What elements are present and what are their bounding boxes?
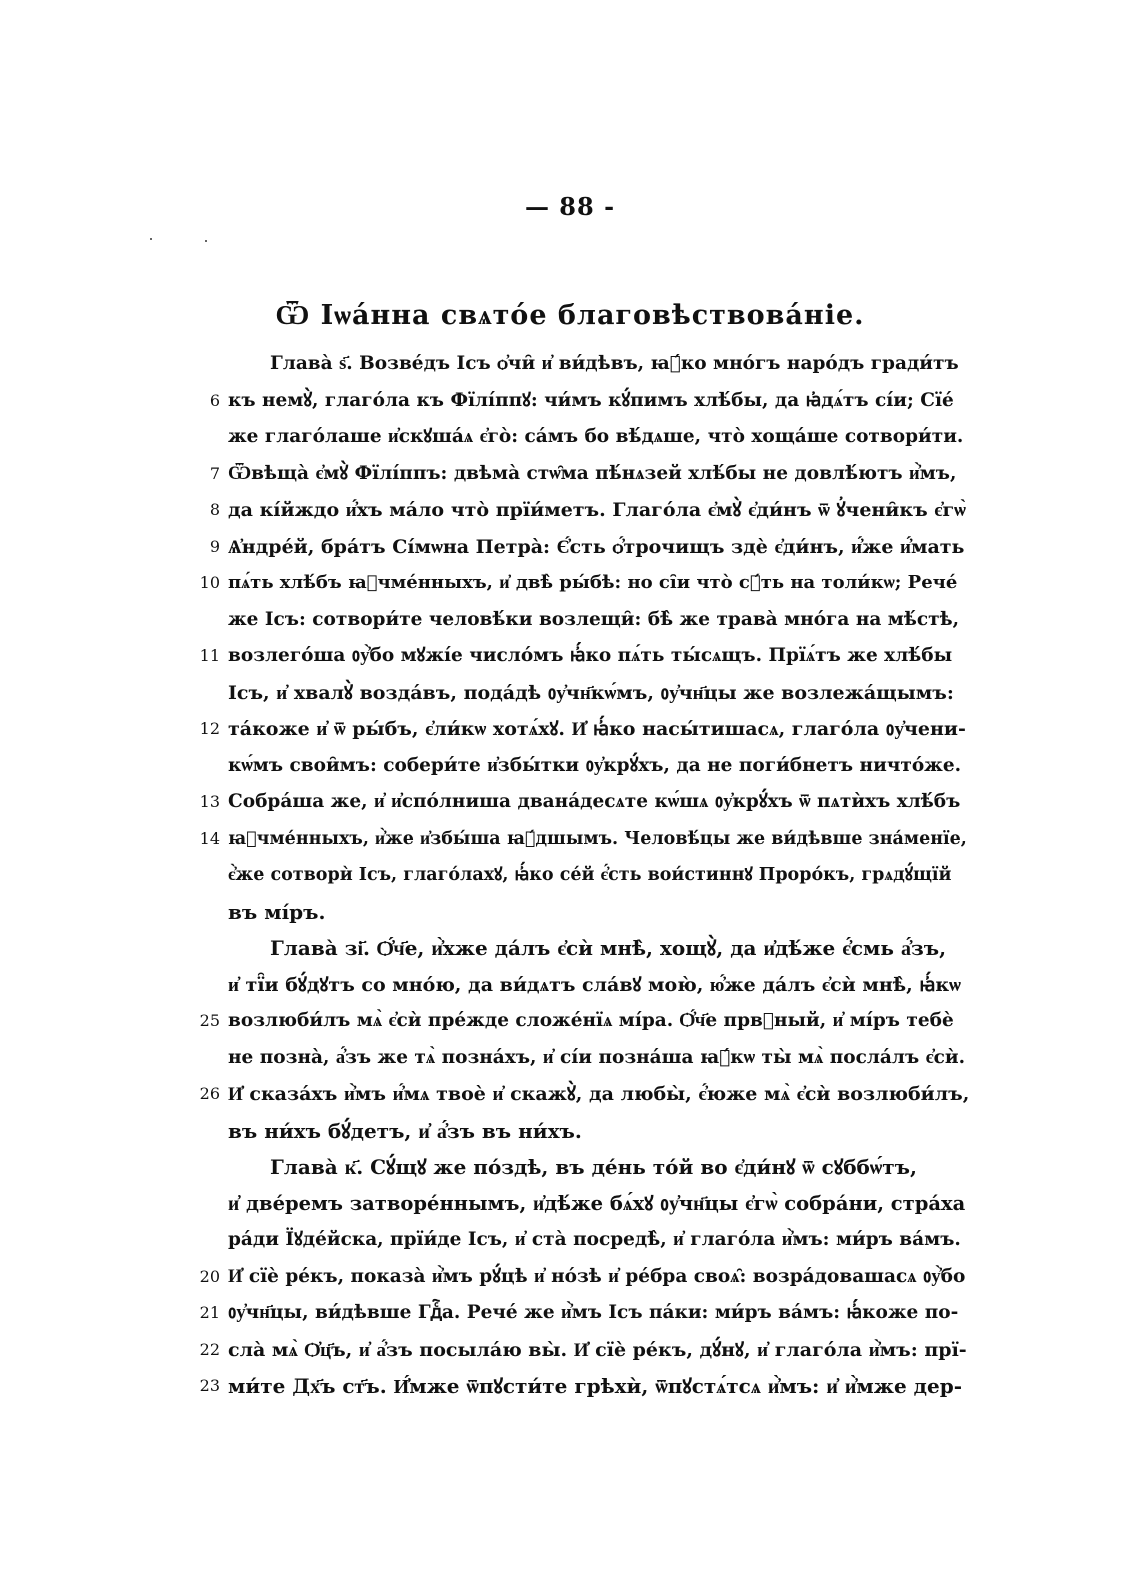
line-text: кѡ́мъ свои̑мъ: собери́те и҆збы́тки ᲂу҆крꙋ́хъ, да не поги́бнетъ ничто́же. bbox=[228, 754, 962, 776]
line-text: И҆ сїѐ ре́къ, показа̀ и҆̀мъ рꙋ́цѣ и҆ но́зѣ и҆ ре́бра своѧ̑: возра́довашасѧ ᲂу҆̀бо bbox=[228, 1265, 966, 1287]
line-text: не позна̀, а҆́зъ же тѧ̀ позна́хъ, и҆ сі́и позна́ша ꙗ҆́кѡ ты̀ мѧ̀ посла́лъ є҆сѝ. bbox=[228, 1046, 966, 1068]
verse-number: 23 bbox=[199, 1376, 220, 1395]
text-line bbox=[190, 419, 970, 456]
page-number: — 88 - bbox=[524, 192, 616, 221]
line-text: Ісъ, и҆ хвалꙋ̀ возда́въ, пода́дѣ ᲂу҆чн҃кѡ́мъ, ᲂу҆чн҃цы же возлежа́щымъ: bbox=[228, 681, 954, 704]
line-text: и҆ тї̑и бꙋ́дꙋтъ со мно́ю, да ви́дѧтъ сла́вꙋ мою̀, ю҆́же да́лъ є҆сѝ мнѣ̀, ꙗ҆́кѡ bbox=[228, 973, 961, 996]
text-line bbox=[190, 492, 970, 529]
line-text: и҆ две́ремъ затворе́ннымъ, и҆дѣ́же бѧ́хꙋ ᲂу҆чн҃цы є҆гѡ̀ собра́ни, стра́ха bbox=[228, 1191, 966, 1215]
text-line bbox=[190, 529, 970, 566]
text-line bbox=[190, 456, 970, 493]
text-line bbox=[190, 784, 970, 821]
text-line bbox=[190, 930, 970, 967]
text-line bbox=[190, 748, 970, 785]
verse-number: 12 bbox=[199, 719, 220, 738]
line-text: Ѿвѣща̀ є҆мꙋ̀ Фїлі́ппъ: двѣма̀ стѡ̑ма пѣ́нѧзей хлѣ́бы не довлѣ́ютъ и҆̀мъ, bbox=[228, 462, 957, 484]
verse-number: 6 bbox=[209, 390, 220, 410]
text-line bbox=[190, 602, 970, 639]
text-line bbox=[190, 1040, 970, 1077]
text-line bbox=[190, 967, 970, 1004]
verse-number: 7 bbox=[209, 463, 220, 483]
text-line bbox=[190, 711, 970, 748]
line-text: да кі́йждо и҆́хъ ма́ло что̀ прїи́метъ. Глаго́ла є҆мꙋ̀ є҆ди́нъ ѿ ꙋ҆чени̑къ є҆гѡ̀ bbox=[228, 499, 966, 521]
text-line bbox=[190, 1259, 970, 1296]
line-text: ᲂу҆чн҃цы, ви́дѣвше Гдⷭ҇а. Рече́ же и҆̀мъ Ісъ па́ки: ми́ръ ва́мъ: ꙗ҆́коже по- bbox=[228, 1302, 959, 1323]
text-line bbox=[190, 821, 970, 858]
verse-text-block bbox=[190, 346, 970, 1405]
text-line bbox=[190, 1222, 970, 1259]
line-text: возлего́ша ᲂу҆̀бо мꙋжі́е число́мъ ꙗ҆́ко пѧ́ть ты́сѧщъ. Прїѧ́тъ же хлѣ́бы bbox=[228, 645, 953, 666]
verse-number: 11 bbox=[199, 646, 220, 665]
text-line bbox=[190, 1295, 970, 1332]
text-line bbox=[190, 1186, 970, 1223]
line-text: въ ни́хъ бꙋ́детъ, и҆ а҆́зъ въ ни́хъ. bbox=[228, 1118, 582, 1143]
line-text: Глава̀ ѕ҃. Возве́дъ Ісъ ѻ҆чи̑ и҆ ви́дѣвъ, ꙗ҆́ко мно́гъ наро́дъ гради́тъ bbox=[270, 353, 959, 374]
text-line bbox=[190, 857, 970, 894]
line-text: возлюби́лъ мѧ̀ є҆сѝ пре́жде сложе́нїѧ мі́ра. Ѻ҆́ч҃е првⷣный, и҆ мі́ръ тебѐ bbox=[228, 1010, 954, 1031]
verse-number: 10 bbox=[199, 573, 220, 592]
line-text: ра́ди Їꙋде́йска, прїи́де Ісъ, и҆ ста̀ посредѣ̀, и҆ глаго́ла и҆̀мъ: ми́ръ ва́мъ. bbox=[228, 1229, 961, 1250]
verse-number: 25 bbox=[199, 1011, 220, 1030]
line-text: ꙗ҆чме́нныхъ, и҆̀же и҆збы́ша ꙗ҆́дшымъ. Человѣ́цы же ви́дѣвше зна́менїе, bbox=[228, 828, 967, 849]
text-line bbox=[190, 1368, 970, 1405]
line-text: И҆ сказа́хъ и҆̀мъ и҆́мѧ твоѐ и҆ скажꙋ̀, да любы̀, є҆́юже мѧ̀ є҆сѝ возлюби́лъ, bbox=[228, 1083, 970, 1105]
text-line bbox=[190, 565, 970, 602]
verse-number: 20 bbox=[199, 1266, 220, 1286]
line-text: Глава̀ зі҃. Ѻ҆́ч҃е, и҆̀хже да́лъ є҆сѝ мнѣ̀, хощꙋ̀, да и҆дѣ́же є҆́смь а҆́зъ, bbox=[270, 936, 947, 960]
line-text: сла̀ мѧ̀ Ѻ҆ц҃ъ, и҆ а҆́зъ посыла́ю вы̀. И҆ сїѐ ре́къ, дꙋ́нꙋ, и҆ глаго́ла и҆̀мъ: прї- bbox=[228, 1338, 967, 1361]
gospel-heading: Ѿ Іѡа́нна свѧто́е благовѣствова́ніе. bbox=[275, 300, 865, 331]
text-line bbox=[190, 894, 970, 931]
verse-number: 9 bbox=[209, 536, 220, 556]
text-line bbox=[190, 383, 970, 420]
line-text: же глаго́лаше и҆скꙋша́ѧ є҆го̀: са́мъ бо вѣ́дѧше, что̀ хоща́ше сотвори́ти. bbox=[228, 426, 964, 447]
text-line bbox=[190, 1113, 970, 1150]
scan-speck bbox=[150, 238, 152, 240]
verse-number: 14 bbox=[199, 828, 220, 848]
line-text: къ немꙋ̀, глаго́ла къ Фїлі́ппꙋ: чи́мъ кꙋ́пимъ хлѣ́бы, да ꙗ҆дѧ́тъ сі́и; Сїе́ bbox=[228, 389, 954, 411]
verse-number: 13 bbox=[199, 792, 220, 811]
line-text: та́коже и҆ ѿ ры́бъ, є҆ли́кѡ хотѧ́хꙋ. И҆ ꙗ҆́ко насы́тишасѧ, глаго́ла ᲂу҆чени- bbox=[228, 718, 966, 740]
text-line bbox=[190, 1149, 970, 1186]
line-text: є҆̀же сотворѝ Ісъ, глаго́лахꙋ, ꙗ҆́ко се́й є҆́сть вои́стиннꙋ Проро́къ, грѧдꙋ́щїй bbox=[228, 865, 952, 885]
line-text: Глава̀ к҃. Сꙋ́щꙋ же по́здѣ, въ де́нь то́й во є҆ди́нꙋ ѿ сꙋббѡ́тъ, bbox=[270, 1155, 917, 1179]
text-line bbox=[190, 1076, 970, 1113]
verse-number: 8 bbox=[209, 500, 220, 519]
line-text: Ѧ҆ндре́й, бра́тъ Сі́мѡна Петра̀: Є҆́сть ѻ҆́трочищъ здѐ є҆ди́нъ, и҆́же и҆́мать bbox=[228, 535, 965, 558]
text-line bbox=[190, 1003, 970, 1040]
verse-number: 26 bbox=[199, 1084, 220, 1103]
line-text: пѧ́ть хлѣ́бъ ꙗ҆чме́нныхъ, и҆ двѣ̀ ры́бѣ: но сі̑и что̀ сꙋ́ть на толи́кѡ; Рече́ bbox=[228, 572, 958, 593]
verse-number: 22 bbox=[199, 1339, 220, 1359]
scan-speck bbox=[205, 240, 207, 242]
text-line bbox=[190, 346, 970, 383]
line-text: Собра́ша же, и҆ и҆спо́лниша двана́десѧте кѡ́шѧ ᲂу҆крꙋ́хъ ѿ пѧтѝхъ хлѣ́бъ bbox=[228, 791, 961, 812]
text-line bbox=[190, 675, 970, 712]
text-line bbox=[190, 1332, 970, 1369]
text-line bbox=[190, 638, 970, 675]
line-text: же Ісъ: сотвори́те человѣ́ки возлещи̑: бѣ̀ же трава̀ мно́га на мѣ́стѣ, bbox=[228, 608, 960, 630]
line-text: въ мі́ръ. bbox=[228, 899, 326, 924]
line-text: ми́те Дх҃ъ ст҃ъ. И҆́мже ѿпꙋсти́те грѣхѝ, ѿпꙋстѧ́тсѧ и҆̀мъ: и҆ и҆̀мже дер- bbox=[228, 1374, 963, 1398]
verse-number: 21 bbox=[199, 1303, 220, 1322]
